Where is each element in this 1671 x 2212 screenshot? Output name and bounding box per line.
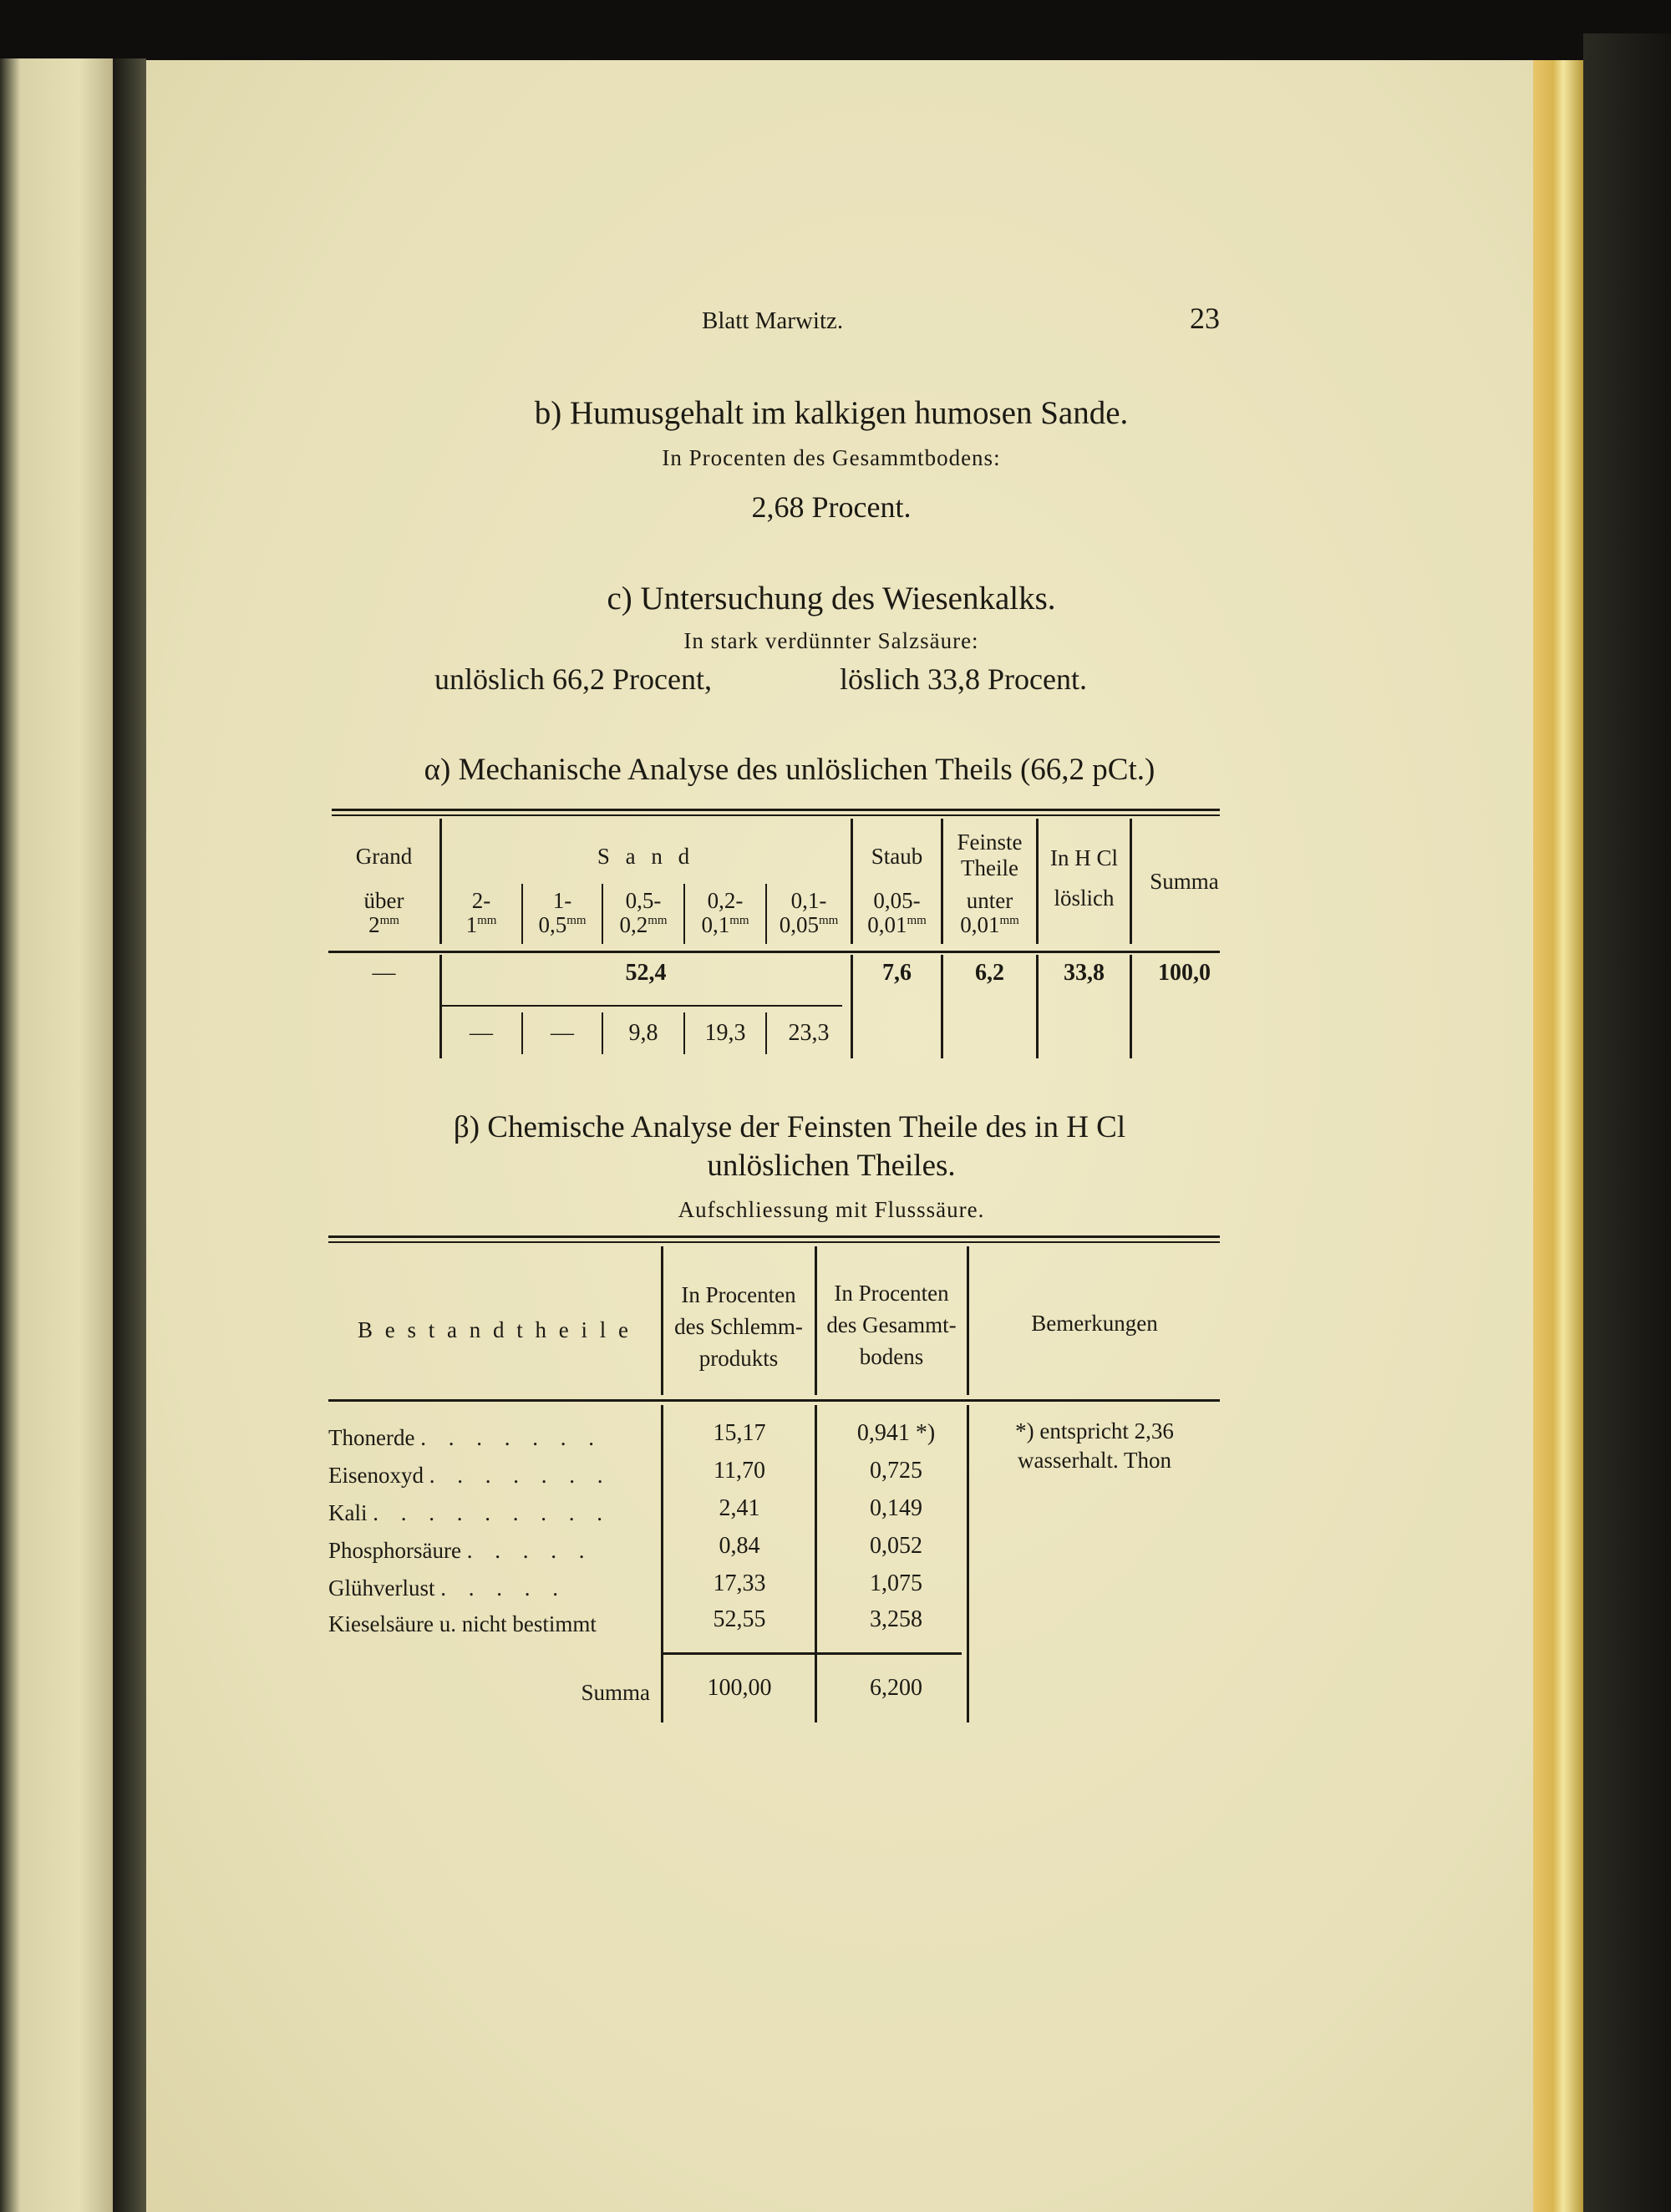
feinste-header-2: Theile — [961, 855, 1018, 880]
feinste-header-1: Feinste — [957, 830, 1023, 855]
beta-heading-line-1: β) Chemische Analyse der Feinsten Theile des in H Cl — [453, 1110, 1126, 1144]
unloeslich-value: unlöslich 66,2 Procent, — [434, 662, 712, 696]
sand-col-1-bottom: $1^{mm}$ — [465, 912, 497, 937]
alpha-heading: α) Mechanische Analyse des unlöslichen Theils (66,2 pCt.) — [424, 753, 1155, 787]
staub-header: Staub — [871, 844, 923, 869]
col2-header-2: des Gesammt- — [826, 1312, 957, 1337]
sand-col-2-bottom: $0,5^{mm}$ — [538, 912, 587, 937]
table-header-rule — [328, 951, 1220, 953]
row-eisenoxyd-v1: 11,70 — [714, 1458, 765, 1484]
sand-col-1-top: 2- — [471, 888, 491, 913]
row-phosphorsaeure-v2: 0,052 — [870, 1533, 922, 1559]
row2-sand-3: 9,8 — [628, 1020, 658, 1046]
summa-v2: 6,200 — [870, 1675, 922, 1701]
col1-header-3: produkts — [698, 1346, 779, 1371]
row-kali-v2: 0,149 — [870, 1495, 922, 1521]
sand-col-4-bottom: $0,1^{mm}$ — [701, 912, 749, 937]
row1-feinste: 6,2 — [975, 960, 1004, 986]
book-gutter — [113, 58, 146, 2212]
beta-summa-rule — [663, 1652, 962, 1655]
sand-col-3-top: 0,5- — [625, 888, 662, 913]
row-thonerde-label: Thonerde . . . . . . . — [328, 1425, 602, 1450]
feinste-header-3: unter — [966, 888, 1013, 913]
beta-heading-line-2: unlöslichen Theiles. — [707, 1149, 956, 1183]
row-kali-label: Kali . . . . . . . . . — [328, 1500, 611, 1525]
sand-header: S a n d — [597, 844, 695, 869]
beta-col-divider — [815, 1405, 817, 1722]
running-header: Blatt Marwitz. — [702, 307, 844, 334]
row2-sand-5: 23,3 — [788, 1020, 830, 1046]
row1-hcl: 33,8 — [1064, 960, 1105, 986]
row-gluehverlust-v2: 1,075 — [870, 1570, 922, 1596]
col2-header-1: In Procenten — [834, 1281, 949, 1306]
section-b-heading: b) Humusgehalt im kalkigen humosen Sande. — [534, 395, 1129, 431]
col-divider — [1036, 819, 1039, 944]
row-kieselsaeure-label: Kieselsäure u. nicht bestimmt — [328, 1611, 597, 1636]
row-kieselsaeure-v2: 3,258 — [870, 1606, 922, 1632]
row1-sand-total: 52,4 — [625, 960, 667, 986]
grand-size-header: $2^{mm}$ — [368, 912, 399, 937]
table-top-rule-2 — [332, 814, 1220, 816]
col2-header-3: bodens — [859, 1344, 924, 1369]
table-top-rule — [332, 809, 1220, 811]
row2-sand-4: 19,3 — [704, 1020, 746, 1046]
hcl-header-2: löslich — [1054, 885, 1115, 911]
book-cover — [1583, 33, 1671, 2212]
sand-subtotal-rule — [441, 1005, 842, 1007]
sand-col-3-bottom: $0,2^{mm}$ — [619, 912, 668, 937]
beta-top-rule-2 — [328, 1241, 1220, 1243]
col1-header-2: des Schlemm- — [674, 1314, 803, 1339]
col1-header-1: In Procenten — [681, 1282, 796, 1307]
page-number: 23 — [1190, 302, 1220, 335]
row-eisenoxyd-v2: 0,725 — [870, 1458, 922, 1484]
summa-label: Summa — [581, 1680, 650, 1705]
sand-col-4-top: 0,2- — [707, 888, 744, 913]
section-b-subheading: In Procenten des Gesammtbodens: — [662, 445, 1001, 470]
remark-line-2: wasserhalt. Thon — [1018, 1448, 1171, 1473]
grand-header: Grand — [355, 844, 413, 869]
summa-v1: 100,00 — [707, 1675, 772, 1701]
beta-header-rule — [328, 1399, 1220, 1402]
beta-subheading: Aufschliessung mit Flusssäure. — [678, 1197, 985, 1222]
section-c-subheading: In stark verdünnter Salzsäure: — [683, 628, 979, 653]
loeslich-value: löslich 33,8 Procent. — [840, 662, 1087, 696]
sand-col-5-top: 0,1- — [790, 888, 827, 913]
row-kali-v1: 2,41 — [719, 1495, 760, 1521]
section-b-value: 2,68 Procent. — [751, 490, 912, 524]
feinste-header-4: $0,01^{mm}$ — [960, 912, 1019, 937]
staub-top: 0,05- — [873, 888, 921, 913]
sand-col-5-bottom: $0,05^{mm}$ — [779, 912, 839, 937]
remark-line-1: *) entspricht 2,36 — [1015, 1418, 1174, 1443]
row-thonerde-v2: 0,941 *) — [856, 1420, 936, 1446]
staub-bottom: $0,01^{mm}$ — [867, 912, 927, 937]
bemerkungen-header: Bemerkungen — [1031, 1311, 1158, 1336]
row-kieselsaeure-v1: 52,55 — [713, 1606, 766, 1632]
row-gluehverlust-v1: 17,33 — [713, 1570, 766, 1596]
facing-page-edge — [0, 58, 113, 2212]
row1-grand: — — [372, 960, 396, 986]
section-c-heading: c) Untersuchung des Wiesenkalks. — [607, 581, 1056, 616]
beta-col-divider — [661, 1405, 663, 1722]
beta-top-rule — [328, 1235, 1220, 1238]
row-gluehverlust-label: Glühverlust . . . . . — [328, 1575, 566, 1601]
bestandtheile-header: B e s t a n d t h e i l e — [358, 1317, 632, 1342]
row-phosphorsaeure-v1: 0,84 — [719, 1533, 760, 1559]
hcl-header-1: In H Cl — [1050, 845, 1118, 870]
sand-col-2-top: 1- — [552, 888, 572, 913]
summa-header: Summa — [1150, 869, 1219, 894]
row1-staub: 7,6 — [882, 960, 912, 986]
page-gilt-edge — [1533, 60, 1583, 2212]
row1-summa: 100,0 — [1158, 960, 1211, 986]
row-eisenoxyd-label: Eisenoxyd . . . . . . . — [328, 1463, 612, 1488]
row-thonerde-v1: 15,17 — [713, 1420, 766, 1446]
row-phosphorsaeure-label: Phosphorsäure . . . . . — [328, 1538, 593, 1563]
row2-sand-2: — — [551, 1020, 574, 1046]
grand-sub-header: über — [363, 888, 404, 913]
row2-sand-1: — — [470, 1020, 493, 1046]
